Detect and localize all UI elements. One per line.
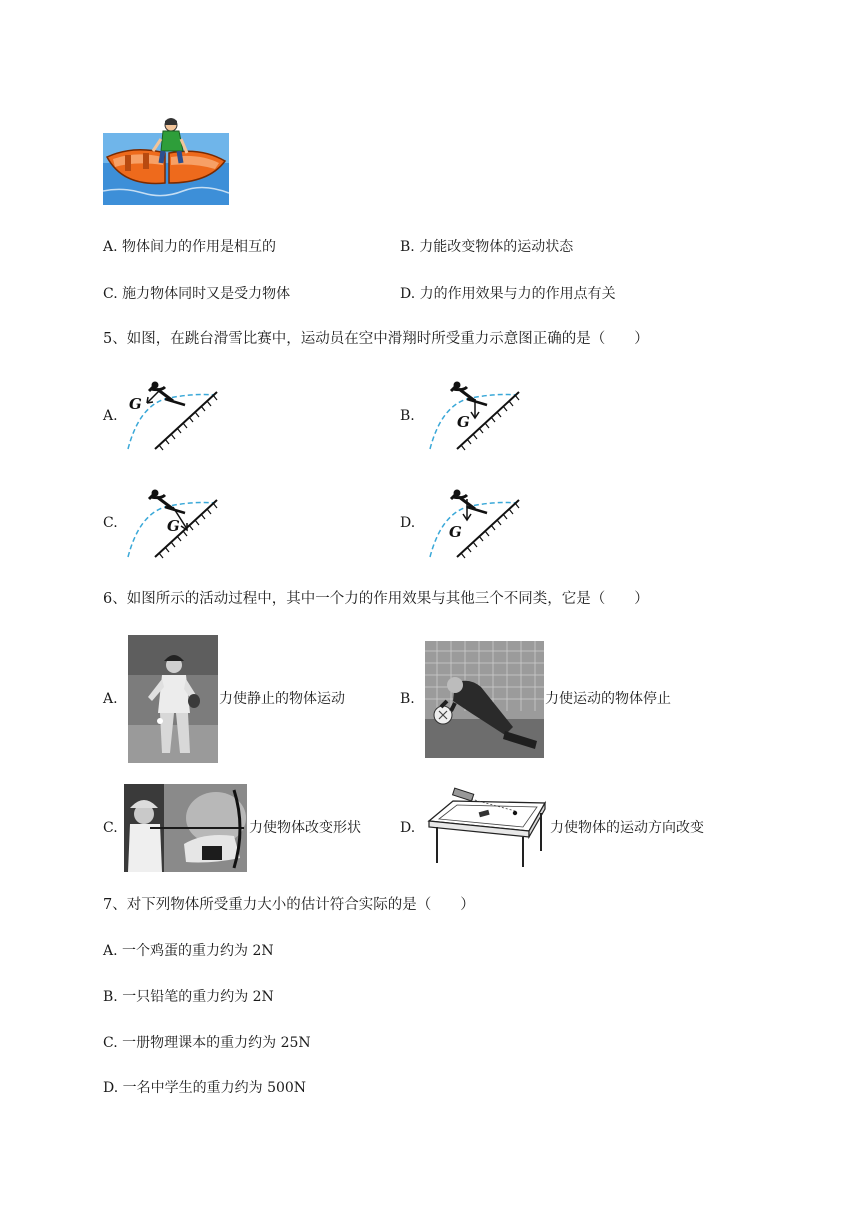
ski-jump-diagram-c [125, 485, 225, 560]
q5-stem: 5、如图，在跳台滑雪比赛中，运动员在空中滑翔时所受重力示意图正确的是（ ） [103, 331, 649, 347]
q5-label-c: C. [103, 515, 118, 531]
q4-option-b: B. 力能改变物体的运动状态 [400, 239, 574, 255]
q6-label-b: B. [400, 691, 415, 707]
q5-label-d: D. [400, 515, 416, 531]
q6-label-a: A. [103, 691, 118, 707]
q4-option-c: C. 施力物体同时又是受力物体 [103, 286, 291, 302]
archer-photo [124, 784, 247, 872]
baseball-player-photo [128, 635, 218, 763]
q6-caption-a: 力使静止的物体运动 [219, 691, 345, 707]
ski-jump-diagram-d [427, 485, 527, 560]
ski-jump-diagram-a [125, 377, 225, 452]
boat-illustration [103, 117, 229, 205]
q6-label-c: C. [103, 820, 118, 836]
q4-option-d: D. 力的作用效果与力的作用点有关 [400, 286, 616, 302]
force-label-g: G [129, 395, 142, 413]
q7-option-d: D. 一名中学生的重力约为 500N [103, 1080, 307, 1096]
q7-option-a: A. 一个鸡蛋的重力约为 2N [103, 943, 274, 959]
q5-label-b: B. [400, 408, 415, 424]
q6-label-d: D. [400, 820, 416, 836]
q6-caption-b: 力使运动的物体停止 [545, 691, 671, 707]
force-label-g: G [457, 413, 470, 431]
force-label-g: G [167, 517, 180, 535]
q6-caption-d: 力使物体的运动方向改变 [550, 820, 704, 836]
goalkeeper-photo [425, 641, 544, 758]
table-magnet-diagram [425, 787, 549, 869]
q7-option-b: B. 一只铅笔的重力约为 2N [103, 989, 274, 1005]
q7-stem: 7、对下列物体所受重力大小的估计符合实际的是（ ） [103, 897, 475, 913]
q5-label-a: A. [103, 408, 118, 424]
q6-caption-c: 力使物体改变形状 [249, 820, 361, 836]
q7-option-c: C. 一册物理课本的重力约为 25N [103, 1035, 311, 1051]
ski-jump-diagram-b [427, 377, 527, 452]
force-label-g: G [449, 523, 462, 541]
q6-stem: 6、如图所示的活动过程中，其中一个力的作用效果与其他三个不同类，它是（ ） [103, 591, 649, 607]
q4-option-a: A. 物体间力的作用是相互的 [103, 239, 277, 255]
